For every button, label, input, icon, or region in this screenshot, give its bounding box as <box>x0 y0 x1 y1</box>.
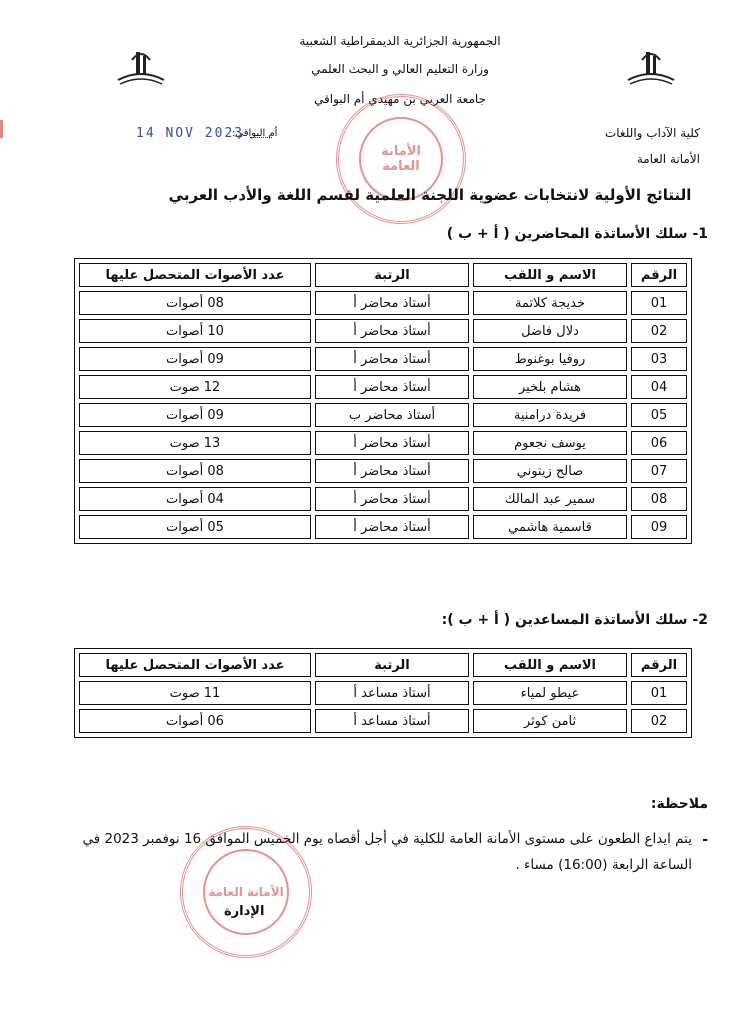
table-row <box>79 375 687 399</box>
university-line: جامعة العربي بن مهيدي أم البواقي <box>314 92 486 106</box>
republic-line: الجمهورية الجزائرية الديمقراطية الشعبية <box>299 34 501 48</box>
column-header: عدد الأصوات المتحصل عليها <box>79 263 311 287</box>
cell-number: 07 <box>631 459 687 483</box>
table-row <box>79 487 687 511</box>
cell-votes: 12 صوت <box>79 375 311 399</box>
column-header: الرتبة <box>315 653 469 677</box>
cell-number: 08 <box>631 487 687 511</box>
ministry-line: وزارة التعليم العالي و البحث العلمي <box>311 62 489 76</box>
table-row <box>79 403 687 427</box>
cell-number: 04 <box>631 375 687 399</box>
cell-number: 09 <box>631 515 687 539</box>
table-row <box>79 681 687 705</box>
cell-rank: أستاذ محاضر أ <box>315 347 469 371</box>
cell-number: 06 <box>631 431 687 455</box>
cell-votes: 09 أصوات <box>79 347 311 371</box>
cell-rank: أستاذ مساعد أ <box>315 709 469 733</box>
cell-votes: 11 صوت <box>79 681 311 705</box>
official-stamp-bottom <box>180 826 312 958</box>
cell-name: عيطو لمياء <box>473 681 627 705</box>
cell-number: 01 <box>631 681 687 705</box>
cell-number: 02 <box>631 319 687 343</box>
cell-votes: 05 أصوات <box>79 515 311 539</box>
university-logo-left-icon <box>112 46 170 90</box>
section-1-heading: 1- سلك الأساتذة المحاضرين ( أ + ب ) <box>446 226 708 242</box>
cell-rank: أستاذ محاضر أ <box>315 375 469 399</box>
column-header: عدد الأصوات المتحصل عليها <box>79 653 311 677</box>
cell-name: خديجة كلاتمة <box>473 291 627 315</box>
cell-rank: أستاذ محاضر أ <box>315 459 469 483</box>
cell-rank: أستاذ مساعد أ <box>315 681 469 705</box>
table-row <box>79 291 687 315</box>
cell-votes: 08 أصوات <box>79 291 311 315</box>
cell-name: قاسمية هاشمي <box>473 515 627 539</box>
margin-mark <box>0 120 3 138</box>
section-2-heading: 2- سلك الأساتذة المساعدين ( أ + ب ): <box>441 612 708 628</box>
column-header: الرتبة <box>315 263 469 287</box>
lecturers-table <box>74 258 692 544</box>
cell-votes: 06 أصوات <box>79 709 311 733</box>
cell-name: هشام بلخير <box>473 375 627 399</box>
page-title: النتائج الأولية لانتخابات عضوية اللجنة العلمية لقسم اللغة والأدب العربي <box>168 186 692 204</box>
note-title: ملاحظة: <box>650 796 708 812</box>
column-header: الرقم <box>631 653 687 677</box>
stamp-text: الأمانة العامة <box>359 117 443 201</box>
table-header-row <box>79 263 687 287</box>
cell-name: صالح زيتوني <box>473 459 627 483</box>
cell-name: دلال فاضل <box>473 319 627 343</box>
table-header-row <box>79 653 687 677</box>
cell-name: روفيا بوغنوط <box>473 347 627 371</box>
cell-name: يوسف نجعوم <box>473 431 627 455</box>
table-row <box>79 515 687 539</box>
cell-votes: 10 أصوات <box>79 319 311 343</box>
table-row <box>79 347 687 371</box>
note-text: يتم ايداع الطعون على مستوى الأمانة العامة للكلية في أجل أقصاه يوم الخميس الموافق 16 نوفمبر 2023 في الساعة الرابعة (16:00) مساء . <box>82 831 692 873</box>
official-stamp-top <box>336 94 466 224</box>
secretariat-line: الأمانة العامة <box>636 152 700 166</box>
cell-votes: 08 أصوات <box>79 459 311 483</box>
cell-number: 03 <box>631 347 687 371</box>
column-header: الاسم و اللقب <box>473 653 627 677</box>
place-dots <box>250 137 272 138</box>
cell-rank: أستاذ محاضر أ <box>315 487 469 511</box>
cell-votes: 09 أصوات <box>79 403 311 427</box>
cell-number: 02 <box>631 709 687 733</box>
place-label: أم البواقي: <box>232 128 278 139</box>
table-row <box>79 431 687 455</box>
assistants-table <box>74 648 692 738</box>
table-row <box>79 319 687 343</box>
cell-votes: 04 أصوات <box>79 487 311 511</box>
stamp-text-bottom: الأمانة العامة <box>203 849 289 935</box>
signature-label: الإدارة <box>224 904 265 919</box>
cell-name: فريدة درامنية <box>473 403 627 427</box>
cell-name: سمير عبد المالك <box>473 487 627 511</box>
column-header: الاسم و اللقب <box>473 263 627 287</box>
column-header: الرقم <box>631 263 687 287</box>
university-logo-right-icon <box>622 46 680 90</box>
cell-rank: أستاذ محاضر أ <box>315 431 469 455</box>
cell-number: 05 <box>631 403 687 427</box>
table-row <box>79 709 687 733</box>
cell-rank: أستاذ محاضر أ <box>315 291 469 315</box>
date-stamp: 14 NOV 2023 <box>136 126 245 141</box>
cell-rank: أستاذ محاضر أ <box>315 515 469 539</box>
note-bullet-icon: - <box>702 832 708 848</box>
cell-rank: أستاذ محاضر ب <box>315 403 469 427</box>
table-row <box>79 459 687 483</box>
cell-votes: 13 صوت <box>79 431 311 455</box>
cell-rank: أستاذ محاضر أ <box>315 319 469 343</box>
faculty-line: كلية الآداب واللغات <box>604 126 700 140</box>
cell-name: ثامن كوثر <box>473 709 627 733</box>
cell-number: 01 <box>631 291 687 315</box>
